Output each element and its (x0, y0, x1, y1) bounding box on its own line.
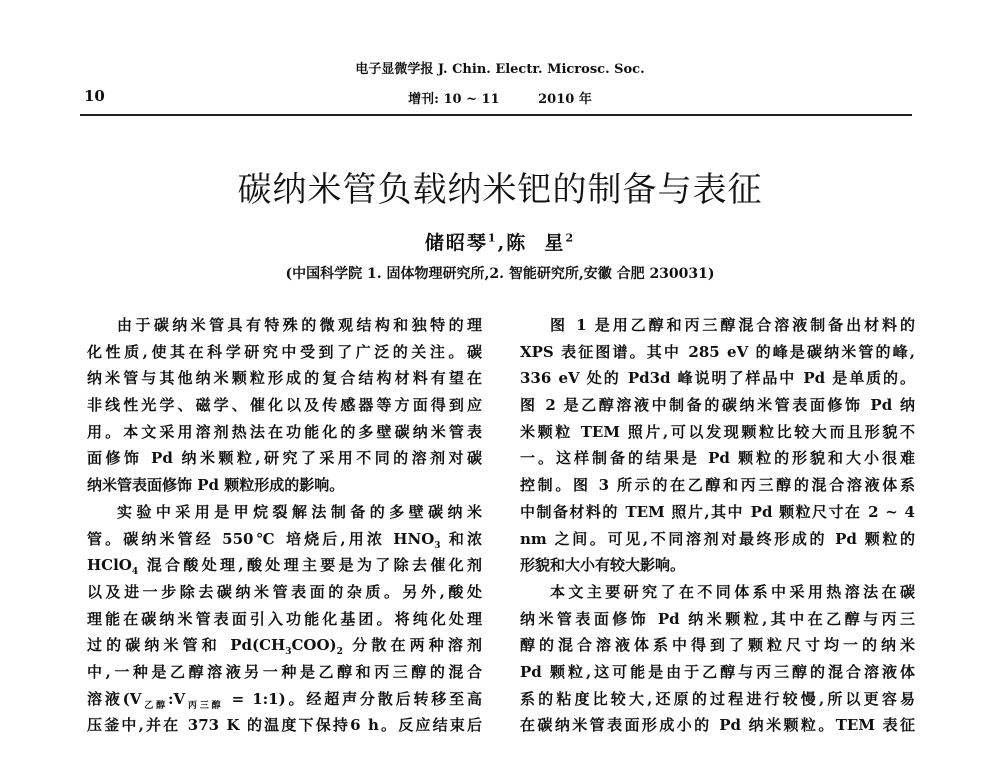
text-segment: 在碳纳米管表面形成小的 Pd 纳米颗粒。TEM 表征 (520, 716, 915, 735)
text-segment: 以及进一步除去碳纳米管表面的杂质。另外,酸处 (87, 582, 482, 601)
text-segment: 用。本文采用溶剂热法在功能化的多壁碳纳米管表 (87, 422, 482, 441)
text-line (87, 419, 482, 446)
text-line (87, 339, 482, 366)
text-segment: Pd 颗粒,这可能是由于乙醇与丙三醇的混合溶液体 (520, 662, 915, 681)
text-segment: nm 之间。可见,不同溶剂对最终形成的 Pd 颗粒的 (520, 529, 915, 548)
text-line (87, 526, 482, 553)
issue-label: 增刊: 10 ~ 11 (408, 92, 500, 107)
affiliation: (中国科学院 1. 固体物理研究所,2. 智能研究所,安徽 合肥 230031) (285, 266, 715, 282)
author-separator: , (497, 232, 507, 254)
text-line (87, 712, 482, 739)
text-line (520, 472, 915, 499)
subscript: 乙醇 (141, 700, 168, 711)
author-name: 陈 星 (506, 232, 566, 254)
text-segment: 图 1 是用乙醇和丙三醇混合溶液制备出材料的 (550, 316, 915, 334)
text-segment: 一。这样制备的结果是 Pd 颗粒的形貌和大小很难 (520, 449, 915, 468)
text-line (520, 526, 915, 553)
text-line (87, 365, 482, 392)
text-segment: 纳米管表面修饰 Pd 纳米颗粒,其中在乙醇与丙三 (520, 609, 915, 628)
text-segment: 米颗粒 TEM 照片,可以发现颗粒比较大而且形貌不 (520, 422, 915, 441)
running-header-issue (0, 88, 1000, 107)
text-segment: 控制。图 3 所示的在乙醇和丙三醇的混合溶液体系 (520, 476, 915, 495)
subscript: 3 (285, 647, 292, 658)
text-line (520, 712, 915, 739)
text-segment: XPS 表征图谱。其中 285 eV 的峰是碳纳米管的峰, (520, 342, 915, 361)
text-line (520, 445, 915, 472)
text-segment: 混合酸处理,酸处理主要是为了除去催化剂 (138, 556, 482, 575)
text-line (87, 499, 482, 526)
text-segment: 理能在碳纳米管表面引入功能化基团。将纯化处理 (87, 609, 482, 628)
author-name: 储昭琴 (424, 232, 488, 254)
text-line (87, 472, 482, 499)
text-line (87, 392, 482, 419)
text-segment: 图 2 是乙醇溶液中制备的碳纳米管表面修饰 Pd 纳 (520, 396, 915, 415)
article-title: 碳纳米管负载纳米钯的制备与表征 (237, 170, 763, 210)
text-segment: :V (167, 689, 186, 708)
right-column (520, 312, 915, 739)
text-line (520, 552, 915, 579)
text-segment: 非线性光学、磁学、催化以及传感器等方面得到应 (87, 396, 482, 415)
author-affiliation-mark: 2 (565, 231, 576, 245)
subscript: 丙三醇 (185, 700, 224, 711)
text-line (87, 312, 482, 339)
subscript: 3 (434, 540, 441, 551)
text-line (520, 606, 915, 633)
text-segment: 溶液(V (87, 689, 142, 708)
page-number: 10 (84, 87, 105, 105)
text-segment: 336 eV 处的 Pd3d 峰说明了样品中 Pd 是单质的。 (520, 369, 915, 388)
text-segment: 化性质,使其在科学研究中受到了广泛的关注。碳 (87, 342, 482, 361)
text-line (87, 579, 482, 606)
text-line (87, 686, 482, 713)
text-segment: 过的碳纳米管和 Pd(CH (87, 636, 286, 655)
text-line (520, 365, 915, 392)
text-segment: 实验中采用是甲烷裂解法制备的多壁碳纳米 (117, 502, 482, 521)
text-line (520, 686, 915, 713)
text-line (87, 445, 482, 472)
author-list (0, 228, 1000, 255)
text-segment: = 1:1)。经超声分散后转移至高 (223, 689, 482, 708)
text-segment: 纳米管与其他纳米颗粒形成的复合结构材料有望在 (87, 369, 482, 388)
header-rule (80, 114, 912, 116)
subscript: 2 (336, 647, 343, 658)
text-segment: 中,一种是乙醇溶液另一种是乙醇和丙三醇的混合 (87, 662, 482, 681)
text-segment: 纳米管表面修饰 Pd 颗粒形成的影响。 (87, 476, 345, 495)
running-header-journal: 电子显微学报 J. Chin. Electr. Microsc. Soc. (355, 62, 645, 77)
text-segment: 醇的混合溶液体系中得到了颗粒尺寸均一的纳米 (520, 636, 915, 655)
text-segment: 形貌和大小有较大影响。 (520, 556, 686, 575)
text-segment: 面修饰 Pd 纳米颗粒,研究了采用不同的溶剂对碳 (87, 449, 482, 468)
text-line (520, 339, 915, 366)
text-line (520, 419, 915, 446)
left-column (87, 312, 482, 739)
text-segment: HClO (87, 556, 132, 575)
text-line (87, 606, 482, 633)
subscript: 4 (131, 567, 139, 578)
text-line (87, 552, 482, 579)
text-segment: 和浓 (440, 529, 482, 548)
text-segment: COO) (291, 636, 337, 655)
text-segment: 系的粘度比较大,还原的过程进行较慢,所以更容易 (520, 689, 915, 708)
text-line (520, 632, 915, 659)
text-line (520, 499, 915, 526)
text-line (520, 579, 915, 606)
author-affiliation-mark: 1 (487, 231, 498, 245)
text-segment: 管。碳纳米管经 550℃ 培烧后,用浓 HNO (87, 529, 435, 548)
text-line (520, 392, 915, 419)
text-segment: 压釜中,并在 373 K 的温度下保持6 h。反应结束后 (87, 716, 482, 735)
text-line (87, 632, 482, 659)
text-line (87, 659, 482, 686)
text-segment: 本文主要研究了在不同体系中采用热溶法在碳 (550, 582, 915, 601)
text-segment: 由于碳纳米管具有特殊的微观结构和独特的理 (117, 316, 482, 334)
text-line (520, 659, 915, 686)
year-label: 2010 年 (538, 92, 592, 107)
text-line (520, 312, 915, 339)
text-segment: 分散在两种溶剂 (342, 636, 482, 655)
text-segment: 中制备材料的 TEM 照片,其中 Pd 颗粒尺寸在 2 ~ 4 (520, 502, 915, 521)
